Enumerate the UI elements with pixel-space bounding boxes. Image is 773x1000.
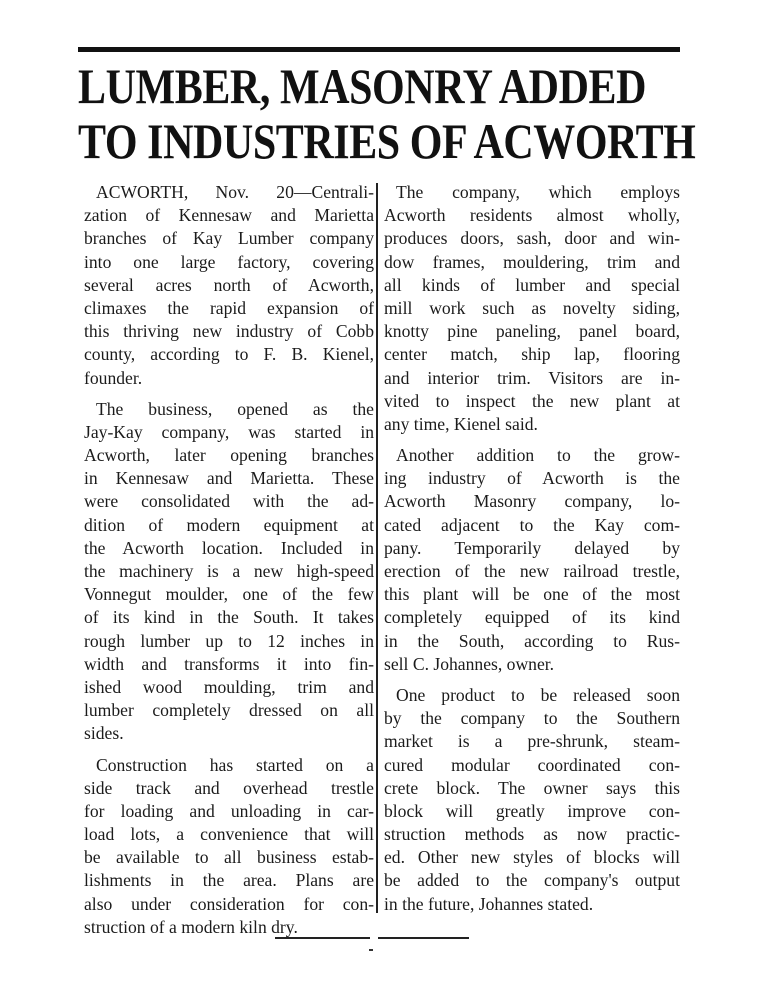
text-line: also under consideration for con- bbox=[84, 893, 374, 914]
text-line: all kinds of lumber and special bbox=[384, 274, 680, 295]
text-line: One product to be released soon bbox=[396, 684, 680, 705]
text-line: Acworth Masonry company, lo- bbox=[384, 491, 680, 512]
text-line: lumber completely dressed on all bbox=[84, 700, 374, 721]
text-line: county, according to F. B. Kienel, bbox=[84, 344, 374, 365]
text-line: be available to all business estab- bbox=[84, 847, 374, 868]
text-line: ished wood moulding, trim and bbox=[84, 676, 374, 697]
text-line: zation of Kennesaw and Marietta bbox=[84, 205, 374, 226]
text-line: lishments in the area. Plans are bbox=[84, 870, 374, 891]
paragraph bbox=[84, 398, 374, 746]
text-line: several acres north of Acworth, bbox=[84, 274, 374, 295]
headline-line-1: LUMBER, MASONRY ADDED bbox=[78, 58, 647, 114]
text-line: side track and overhead trestle bbox=[84, 777, 374, 798]
text-line: knotty pine paneling, panel board, bbox=[384, 321, 680, 342]
text-line: Acworth, later opening branches bbox=[84, 445, 374, 466]
text-line: were consolidated with the ad- bbox=[84, 491, 374, 512]
text-line: Jay-Kay company, was started in bbox=[84, 421, 374, 442]
headline bbox=[78, 58, 696, 170]
paragraph-gap bbox=[84, 390, 374, 398]
text-line: struction of a modern kiln dry. bbox=[84, 916, 298, 937]
text-line: in the future, Johannes stated. bbox=[384, 893, 594, 914]
text-line: Acworth residents almost wholly, bbox=[384, 205, 680, 226]
text-line: vited to inspect the new plant at bbox=[384, 390, 680, 411]
text-line: center match, ship lap, flooring bbox=[384, 344, 680, 365]
paragraph-gap bbox=[384, 676, 680, 684]
text-line: width and transforms it into fin- bbox=[84, 653, 374, 674]
text-line: for loading and unloading in car- bbox=[84, 800, 374, 821]
text-line: ing industry of Acworth is the bbox=[384, 468, 680, 489]
text-line: ed. Other new styles of blocks will bbox=[384, 847, 680, 868]
text-line: block will greatly improve con- bbox=[384, 800, 680, 821]
text-line: this plant will be one of the most bbox=[384, 584, 680, 605]
text-line: market is a pre-shrunk, steam- bbox=[384, 731, 680, 752]
text-line: produces doors, sash, door and win- bbox=[384, 228, 680, 249]
text-line: in Kennesaw and Marietta. These bbox=[84, 468, 374, 489]
text-line: and interior trim. Visitors are in- bbox=[384, 367, 680, 388]
paragraph bbox=[384, 181, 680, 436]
text-line: founder. bbox=[84, 367, 143, 388]
text-line: ACWORTH, Nov. 20—Centrali- bbox=[96, 182, 374, 202]
text-line: pany. Temporarily delayed by bbox=[384, 537, 680, 558]
paragraph bbox=[384, 444, 680, 676]
text-line: be added to the company's output bbox=[384, 870, 680, 891]
bottom-rule-right bbox=[378, 937, 469, 939]
text-line: by the company to the Southern bbox=[384, 708, 680, 729]
paragraph bbox=[84, 754, 374, 940]
text-line: erection of the new railroad trestle, bbox=[384, 561, 680, 581]
text-line: climaxes the rapid expansion of bbox=[84, 297, 374, 318]
end-mark bbox=[369, 949, 373, 951]
text-line: rough lumber up to 12 inches in bbox=[84, 630, 374, 651]
text-line: of its kind in the South. It takes bbox=[84, 607, 374, 628]
text-line: mill work such as novelty siding, bbox=[384, 297, 680, 318]
text-line: the machinery is a new high-speed bbox=[84, 561, 374, 581]
text-line: Vonnegut moulder, one of the few bbox=[84, 584, 374, 605]
text-line: load lots, a convenience that will bbox=[84, 824, 374, 845]
text-line: cured modular coordinated con- bbox=[384, 754, 680, 775]
bottom-rule-left bbox=[275, 937, 370, 939]
paragraph-gap bbox=[384, 436, 680, 444]
text-line: cated adjacent to the Kay com- bbox=[384, 514, 680, 535]
text-line: crete block. The owner says this bbox=[384, 777, 680, 798]
text-line: dition of modern equipment at bbox=[84, 514, 374, 535]
text-line: branches of Kay Lumber company bbox=[84, 228, 374, 249]
text-line: The business, opened as the bbox=[96, 398, 374, 419]
text-line: Construction has started on a bbox=[96, 754, 374, 775]
text-line: any time, Kienel said. bbox=[384, 413, 538, 434]
paragraph bbox=[384, 684, 680, 916]
text-line: The company, which employs bbox=[396, 182, 680, 202]
left-column bbox=[84, 181, 374, 939]
text-line: sides. bbox=[84, 723, 124, 744]
text-line: into one large factory, covering bbox=[84, 251, 374, 272]
text-line: completely equipped of its kind bbox=[384, 607, 680, 628]
right-column bbox=[384, 181, 680, 916]
text-line: dow frames, mouldering, trim and bbox=[384, 251, 680, 272]
text-line: Another addition to the grow- bbox=[396, 445, 680, 466]
text-line: struction methods as now practic- bbox=[384, 824, 680, 845]
column-divider bbox=[376, 183, 378, 913]
text-line: the Acworth location. Included in bbox=[84, 537, 374, 558]
paragraph bbox=[84, 181, 374, 390]
headline-line-2: TO INDUSTRIES OF ACWORTH bbox=[78, 113, 696, 169]
text-line: sell C. Johannes, owner. bbox=[384, 653, 555, 674]
top-rule bbox=[78, 47, 680, 52]
paragraph-gap bbox=[84, 746, 374, 754]
text-line: this thriving new industry of Cobb bbox=[84, 321, 374, 342]
text-line: in the South, according to Rus- bbox=[384, 630, 680, 651]
